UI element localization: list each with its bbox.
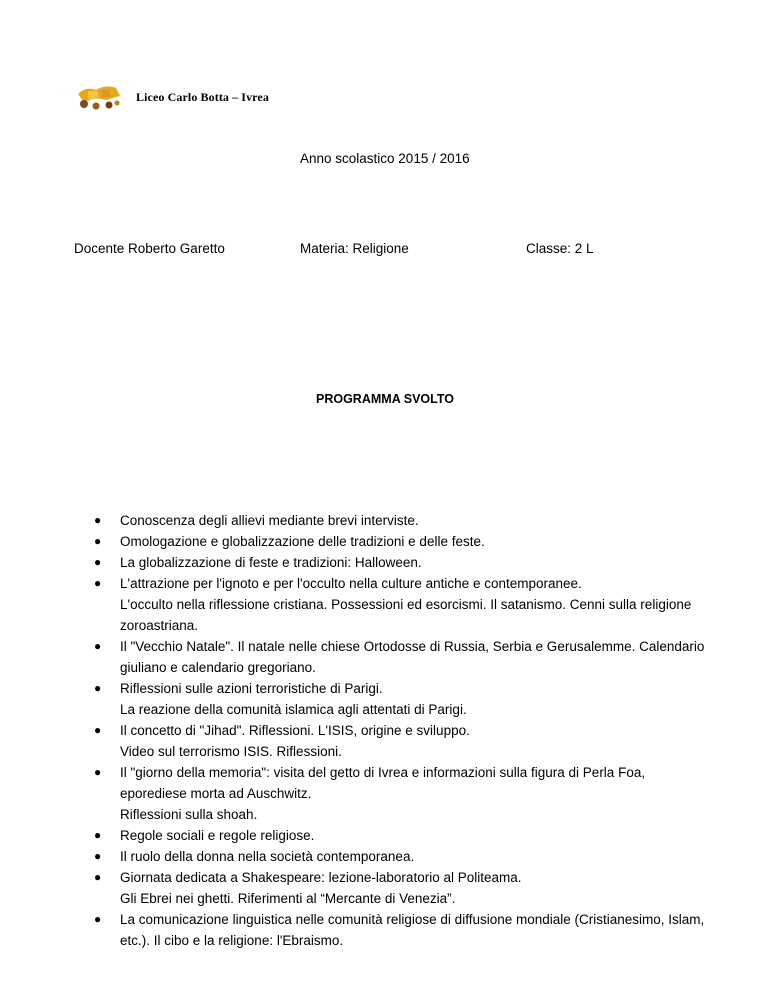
- document-title: PROGRAMMA SVOLTO: [316, 392, 454, 406]
- list-item: [94, 909, 714, 951]
- list-item-line: La reazione della comunità islamica agli attentati di Parigi.: [120, 702, 467, 717]
- bullet-icon: ●: [94, 639, 102, 653]
- list-item-text: [120, 867, 714, 909]
- bullet-icon: ●: [94, 576, 102, 590]
- list-item-line: Riflessioni sulla shoah.: [120, 807, 258, 822]
- list-item-line: Omologazione e globalizzazione delle tradizioni e delle feste.: [120, 534, 485, 549]
- list-item-line: Giornata dedicata a Shakespeare: lezione-laboratorio al Politeama.: [120, 870, 522, 885]
- list-item: [94, 573, 714, 636]
- list-item: [94, 678, 714, 720]
- list-item-line: zoroastriana.: [120, 618, 199, 633]
- list-item-text: [120, 846, 714, 867]
- list-item-line: eporediese morta ad Auschwitz.: [120, 786, 312, 801]
- list-item-text: [120, 762, 714, 825]
- bullet-icon: ●: [94, 555, 102, 569]
- list-item-line: Riflessioni sulle azioni terroristiche di Parigi.: [120, 681, 383, 696]
- bullet-icon: ●: [94, 723, 102, 737]
- teacher-name: Docente Roberto Garetto: [74, 241, 225, 256]
- list-item-text: [120, 720, 714, 762]
- list-item: [94, 825, 714, 846]
- bullet-icon: ●: [94, 870, 102, 884]
- bullet-icon: ●: [94, 912, 102, 926]
- list-item: [94, 552, 714, 573]
- list-item-line: giuliano e calendario gregoriano.: [120, 660, 316, 675]
- list-item-line: Il concetto di "Jihad". Riflessioni. L'ISIS, origine e sviluppo.: [120, 723, 470, 738]
- bullet-icon: ●: [94, 681, 102, 695]
- list-item: [94, 867, 714, 909]
- list-item: [94, 636, 714, 678]
- list-item-text: [120, 909, 714, 951]
- list-item-text: [120, 678, 714, 720]
- list-item: [94, 762, 714, 825]
- program-list: [94, 510, 714, 951]
- list-item: [94, 720, 714, 762]
- list-item: [94, 846, 714, 867]
- subject-name: Materia: Religione: [300, 241, 409, 256]
- class-name: Classe: 2 L: [526, 241, 594, 256]
- bullet-icon: ●: [94, 765, 102, 779]
- list-item-line: Il "Vecchio Natale". Il natale nelle chiese Ortodosse di Russia, Serbia e Gerusalemme. Calendario: [120, 639, 705, 654]
- list-item-line: Video sul terrorismo ISIS. Riflessioni.: [120, 744, 342, 759]
- list-item-text: [120, 510, 714, 531]
- list-item-line: La comunicazione linguistica nelle comunità religiose di diffusione mondiale (Cristianesimo, Islam,: [120, 912, 705, 927]
- school-crest-icon: [76, 82, 122, 112]
- list-item-text: [120, 573, 714, 636]
- list-item-line: etc.). Il cibo e la religione: l'Ebraismo.: [120, 933, 344, 948]
- school-name: Liceo Carlo Botta – Ivrea: [136, 89, 269, 104]
- list-item-line: L'attrazione per l'ignoto e per l'occulto nella culture antiche e contemporanee.: [120, 576, 582, 591]
- document-header: [76, 82, 269, 112]
- bullet-icon: ●: [94, 849, 102, 863]
- list-item-line: Conoscenza degli allievi mediante brevi interviste.: [120, 513, 419, 528]
- list-item-line: Regole sociali e regole religiose.: [120, 828, 315, 843]
- list-item-text: [120, 825, 714, 846]
- bullet-icon: ●: [94, 534, 102, 548]
- list-item-line: L'occulto nella riflessione cristiana. Possessioni ed esorcismi. Il satanismo. Cenni sulla religione: [120, 597, 692, 612]
- list-item-line: Il ruolo della donna nella società contemporanea.: [120, 849, 415, 864]
- list-item-text: [120, 636, 714, 678]
- list-item-text: [120, 552, 714, 573]
- list-item: [94, 531, 714, 552]
- bullet-icon: ●: [94, 828, 102, 842]
- list-item-line: Gli Ebrei nei ghetti. Riferimenti al “Mercante di Venezia”.: [120, 891, 456, 906]
- list-item-line: Il "giorno della memoria": visita del getto di Ivrea e informazioni sulla figura di Perla Foa,: [120, 765, 646, 780]
- list-item-line: La globalizzazione di feste e tradizioni: Halloween.: [120, 555, 422, 570]
- list-item: [94, 510, 714, 531]
- list-item-text: [120, 531, 714, 552]
- bullet-icon: ●: [94, 513, 102, 527]
- school-year: Anno scolastico 2015 / 2016: [300, 151, 470, 166]
